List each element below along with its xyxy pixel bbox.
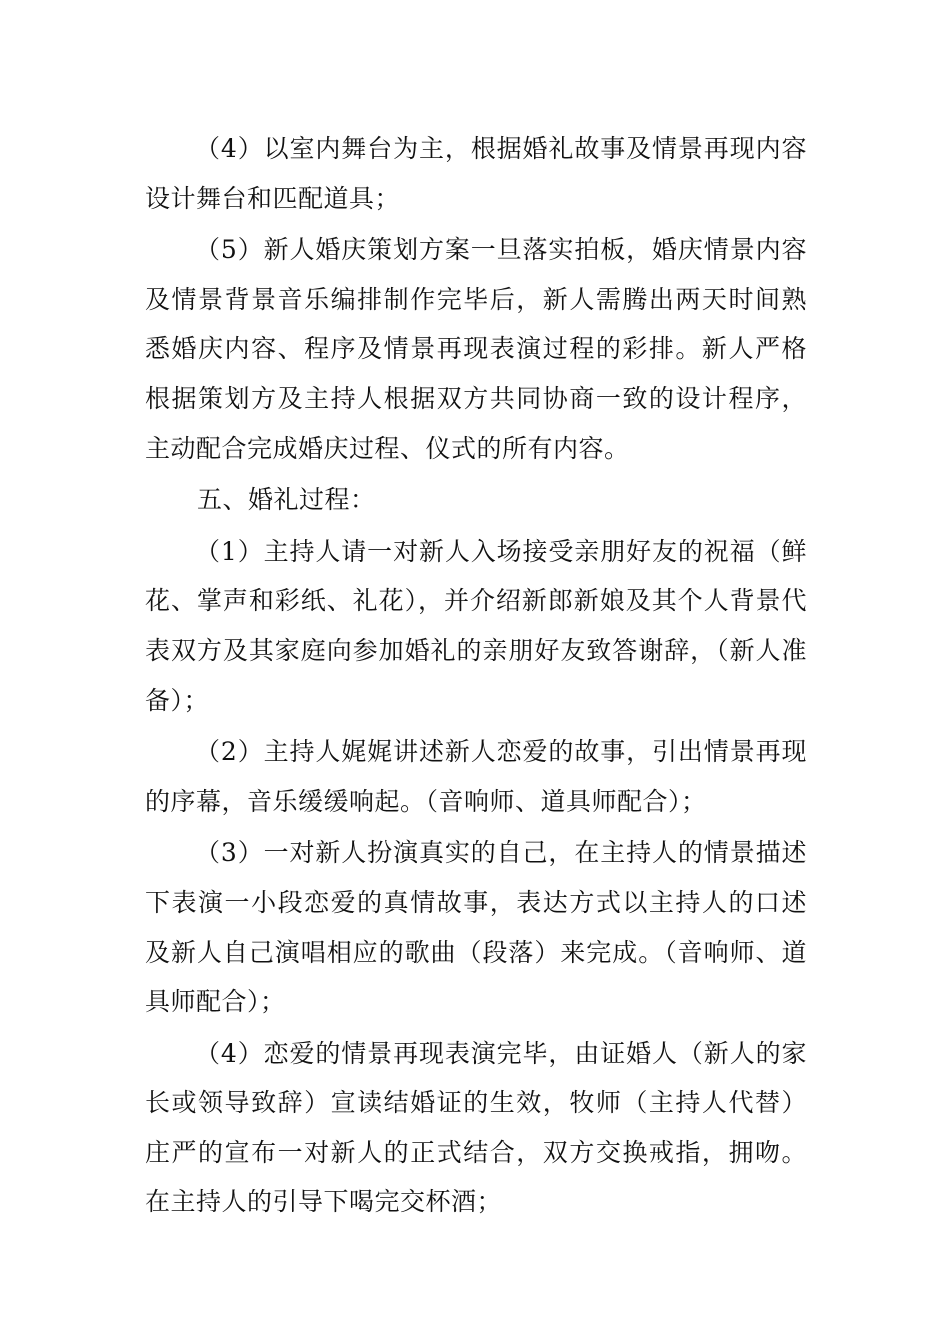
paragraph-step-1-entrance: （1）主持人请一对新人入场接受亲朋好友的祝福（鲜花、掌声和彩纸、礼花），并介绍新郎新娘及其个人背景代表双方及其家庭向参加婚礼的亲朋好友致答谢辞，（新人准备）； <box>145 536 807 715</box>
paragraph-step-4-vows: （4）恋爱的情景再现表演完毕，由证婚人（新人的家长或领导致辞）宣读结婚证的生效，牧师（主持人代替）庄严的宣布一对新人的正式结合，双方交换戒指，拥吻。在主持人的引导下喝完交杯酒； <box>145 1038 807 1217</box>
paragraph-item-4-stage: （4）以室内舞台为主，根据婚礼故事及情景再现内容设计舞台和匹配道具； <box>145 134 807 213</box>
document-page <box>145 124 807 1229</box>
paragraph-item-5-rehearsal: （5）新人婚庆策划方案一旦落实拍板，婚庆情景内容及情景背景音乐编排制作完毕后，新人需腾出两天时间熟悉婚庆内容、程序及情景再现表演过程的彩排。新人严格根据策划方及主持人根据双方共同协商一致的设计程序，主动配合完成婚庆过程、仪式的所有内容。 <box>145 235 807 463</box>
paragraph-step-2-love-story: （2）主持人娓娓讲述新人恋爱的故事，引出情景再现的序幕，音乐缓缓响起。（音响师、道具师配合）； <box>145 737 807 816</box>
section-heading-wedding-process: 五、婚礼过程： <box>197 485 376 515</box>
paragraph-step-3-performance: （3）一对新人扮演真实的自己，在主持人的情景描述下表演一小段恋爱的真情故事，表达方式以主持人的口述及新人自己演唱相应的歌曲（段落）来完成。（音响师、道具师配合）； <box>145 838 807 1017</box>
